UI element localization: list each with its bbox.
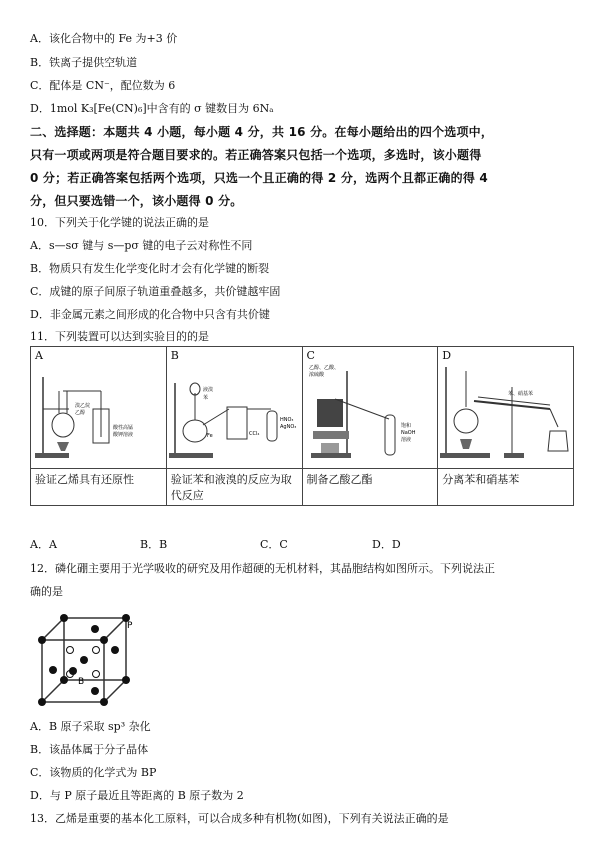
label-p: P — [127, 621, 133, 631]
cell-d — [438, 347, 574, 469]
q10-stem: 10．下列关于化学键的说法正确的是 — [30, 216, 209, 229]
q12-option-a: A．B 原子采取 sp³ 杂化 — [30, 720, 151, 733]
header-c: C — [306, 349, 315, 362]
section2-line-2: 只有一项或两项是符合题目要求的。若正确答案只包括一个选项，多选时，该小题得 — [30, 148, 482, 162]
purpose-a: 验证乙烯具有还原性 — [31, 469, 167, 506]
label-b2: 苯 — [202, 395, 208, 401]
header-b: B — [170, 349, 179, 362]
q11-apparatus-table — [30, 346, 574, 506]
label-a3: 酸性高锰 — [113, 425, 134, 431]
label-d1: 苯、硝基苯 — [508, 391, 534, 397]
label-b: B — [78, 677, 85, 687]
q11-answers — [30, 538, 401, 552]
q12-crystal-figure — [34, 612, 134, 708]
label-c4: NaOH — [400, 430, 415, 436]
q11-answer-a: A．A — [30, 538, 57, 551]
section2-line-1: 二、选择题：本题共 4 小题，每小题 4 分，共 16 分。在每小题给出的四个选项中， — [30, 125, 494, 139]
q13-stem: 13．乙烯是重要的基本化工原料，可以合成多种有机物(如图)，下列有关说法正确的是 — [30, 812, 449, 825]
q12-option-d: D．与 P 原子最近且等距离的 B 原子数为 2 — [30, 789, 244, 802]
apparatus-d-figure — [438, 347, 578, 465]
label-b6: AgNO₃ — [279, 424, 297, 430]
q9-option-c: C．配体是 CN⁻，配位数为 6 — [30, 79, 176, 92]
cell-a — [31, 347, 167, 469]
q12-stem-line-1: 12．磷化硼主要用于光学吸收的研究及用作超硬的无机材料，其晶胞结构如图所示。下列说法正 — [30, 562, 495, 575]
q10-option-b: B．物质只有发生化学变化时才会有化学键的断裂 — [30, 262, 270, 275]
apparatus-b-figure — [167, 347, 311, 465]
apparatus-c-figure — [303, 347, 427, 465]
label-b5: HNO₃ — [279, 417, 294, 423]
q10-option-a: A．s—sσ 键与 s—pσ 键的电子云对称性不同 — [30, 239, 253, 252]
cell-b — [166, 347, 302, 469]
label-b4: CCl₄ — [248, 431, 260, 437]
header-a: A — [35, 349, 43, 362]
q10-option-c: C．成键的原子间原子轨道重叠越多，共价键越牢固 — [30, 285, 281, 298]
purpose-c: 制备乙酸乙酯 — [302, 469, 438, 506]
q11-answer-c: C．C — [260, 538, 288, 551]
label-a1: 溴乙烷 — [75, 403, 91, 409]
q11-answer-b: B．B — [140, 538, 168, 551]
label-c3: 饱和 — [400, 423, 411, 429]
label-c2: 浓硫酸 — [308, 372, 324, 378]
label-b3: Fe — [206, 433, 213, 439]
label-a2: 乙醇 — [75, 410, 86, 416]
section2-line-3: 0 分；若正确答案包括两个选项，只选一个且正确的得 2 分，选两个且都正确的得 4 — [30, 171, 488, 185]
q12-stem-line-2: 确的是 — [30, 585, 63, 598]
purpose-b: 验证苯和液溴的反应为取代反应 — [166, 469, 302, 506]
label-c1: 乙醇、乙酸、 — [308, 365, 339, 371]
q12-option-b: B．该晶体属于分子晶体 — [30, 743, 149, 756]
header-d: D — [442, 349, 452, 362]
q9-option-a: A．该化合物中的 Fe 为+3 价 — [30, 32, 178, 45]
cell-c — [302, 347, 438, 469]
q9-option-d: D．1mol K₃[Fe(CN)₆]中含有的 σ 键数目为 6Nₐ — [30, 102, 274, 115]
purpose-d: 分离苯和硝基苯 — [438, 469, 574, 506]
q11-answer-d: D．D — [372, 538, 401, 551]
label-a4: 酸钾溶液 — [113, 432, 134, 438]
q12-option-c: C．该物质的化学式为 BP — [30, 766, 157, 779]
q10-option-d: D．非金属元素之间形成的化合物中只含有共价键 — [30, 308, 270, 321]
apparatus-a-figure — [31, 347, 155, 465]
q11-stem: 11．下列装置可以达到实验目的的是 — [30, 330, 209, 343]
label-b1: 液溴 — [202, 387, 213, 393]
section2-line-4: 分，但只要选错一个，该小题得 0 分。 — [30, 194, 243, 208]
q9-option-b: B．铁离子提供空轨道 — [30, 56, 138, 69]
label-c5: 溶液 — [400, 437, 411, 443]
